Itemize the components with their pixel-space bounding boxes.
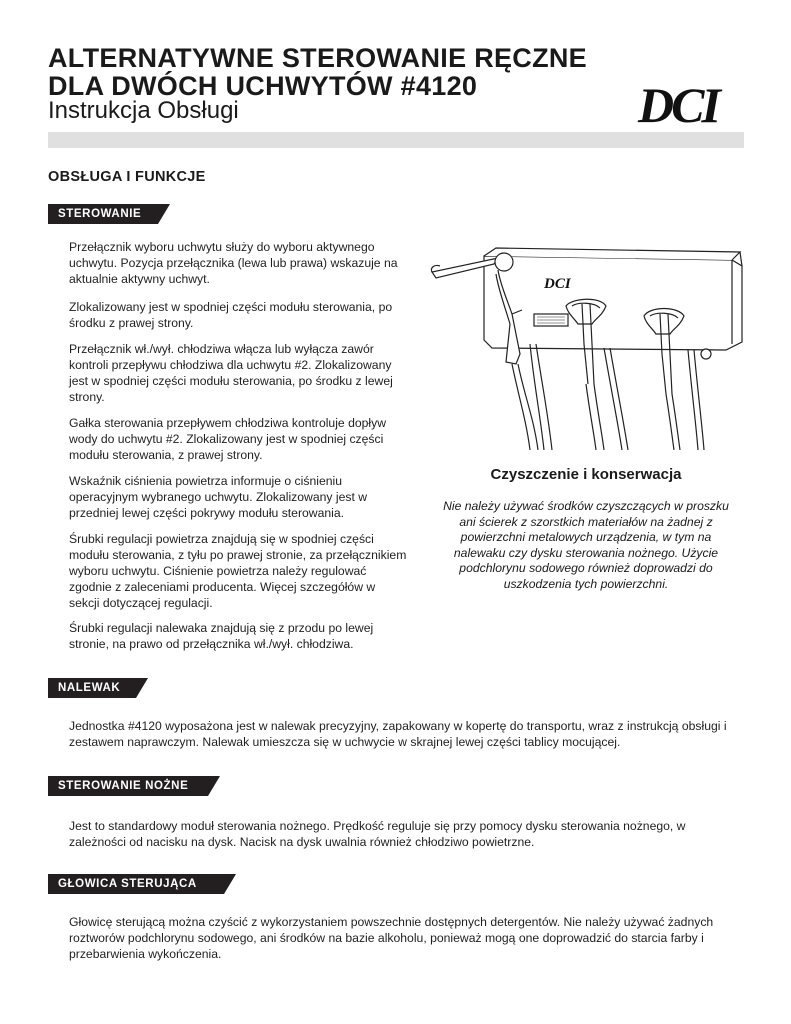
dci-logo-text: DCI	[638, 78, 718, 130]
nalewak-text: Jednostka #4120 wyposażona jest w nalewak precyzyjny, zapakowany w kopertę do transportu, wraz z instrukcją obsługi i zestawem naprawczym. Nalewak umieszcza się w uchwycie w skrajnej lewej części tablicy mocującej.	[69, 719, 727, 749]
sterowanie-paragraph-1: Przełącznik wyboru uchwytu służy do wyboru aktywnego uchwytu. Pozycja przełącznika (lewa lub prawa) wskazuje na aktualnie aktywny uchwyt.	[69, 240, 398, 286]
cleaning-text: Nie należy używać środków czyszczących w proszku ani ścierek z szorstkich materiałów na żadnej z powierzchni metalowych urządzenia, w tym na nalewaku czy dysku sterowania nożnego. Użycie podchlorynu sodowego również doprowadzi do uszkodzenia tych powierzchni.	[443, 499, 729, 591]
document-subtitle: Instrukcja Obsługi	[48, 97, 239, 124]
sterowanie-paragraph-5: Wskaźnik ciśnienia powietrza informuje o ciśnieniu operacyjnym wybranego uchwytu. Zlokalizowany jest w przedniej lewej części pokrywy modułu sterowania.	[69, 474, 368, 520]
cleaning-title: Czyszczenie i konserwacja	[490, 466, 682, 483]
section-heading: OBSŁUGA I FUNKCJE	[48, 169, 206, 185]
title-line-1: ALTERNATYWNE STEROWANIE RĘCZNE	[48, 43, 587, 73]
glowica-text: Głowicę sterującą można czyścić z wykorzystaniem powszechnie dostępnych detergentów. Nie należy używać żadnych roztworów podchlorynu sodowego, ani środków na bazie alkoholu, ponieważ mogą one doprowadzić do starcia farby i przebarwienia wykończenia.	[69, 915, 714, 961]
header-divider-bar	[48, 132, 744, 148]
sterowanie-paragraph-7: Śrubki regulacji nalewaka znajdują się z przodu po lewej stronie, na prawo od przełącznika wł./wył. chłodziwa.	[69, 621, 374, 651]
sterowanie-nozne-text: Jest to standardowy moduł sterowania nożnego. Prędkość reguluje się przy pomocy dysku sterowania nożnego, w zależności od nacisku na dysk. Nacisk na dysk uwalnia również chłodziwo powietrzne.	[69, 819, 686, 849]
module-logo: DCI	[544, 276, 571, 292]
sterowanie-paragraph-6: Śrubki regulacji powietrza znajdują się w spodniej części modułu sterowania, z tyłu po prawej stronie, za przełącznikiem wyboru uchwytu. Ciśnienie powietrza należy regulować zgodnie z zaleceniami producenta. Więcej szczegółów w sekcji dotyczącej regulacji.	[69, 532, 407, 610]
title-line-2: DLA DWÓCH UCHWYTÓW #4120	[48, 71, 478, 101]
control-module-illustration	[426, 244, 744, 450]
tag-sterowanie-nozne: STEROWANIE NOŻNE	[48, 776, 208, 796]
tag-nalewak: NALEWAK	[48, 678, 136, 698]
module-box	[484, 256, 742, 350]
dci-logo	[636, 78, 746, 130]
tag-glowica-sterujaca: GŁOWICA STERUJĄCA	[48, 874, 224, 894]
sterowanie-paragraph-4: Gałka sterowania przepływem chłodziwa kontroluje dopływ wody do uchwytu #2. Zlokalizowany jest w spodniej części modułu sterowania, z prawej strony.	[69, 416, 387, 462]
tag-sterowanie: STEROWANIE	[48, 204, 158, 224]
sterowanie-paragraph-2: Zlokalizowany jest w spodniej części modułu sterowania, po środku z prawej strony.	[69, 300, 393, 330]
sterowanie-paragraph-3: Przełącznik wł./wył. chłodziwa włącza lub wyłącza zawór kontroli przepływu chłodziwa dla uchwytu #2. Zlokalizowany jest w spodniej części modułu sterowania, po środku z lewej strony.	[69, 342, 393, 404]
document-title	[48, 44, 648, 100]
